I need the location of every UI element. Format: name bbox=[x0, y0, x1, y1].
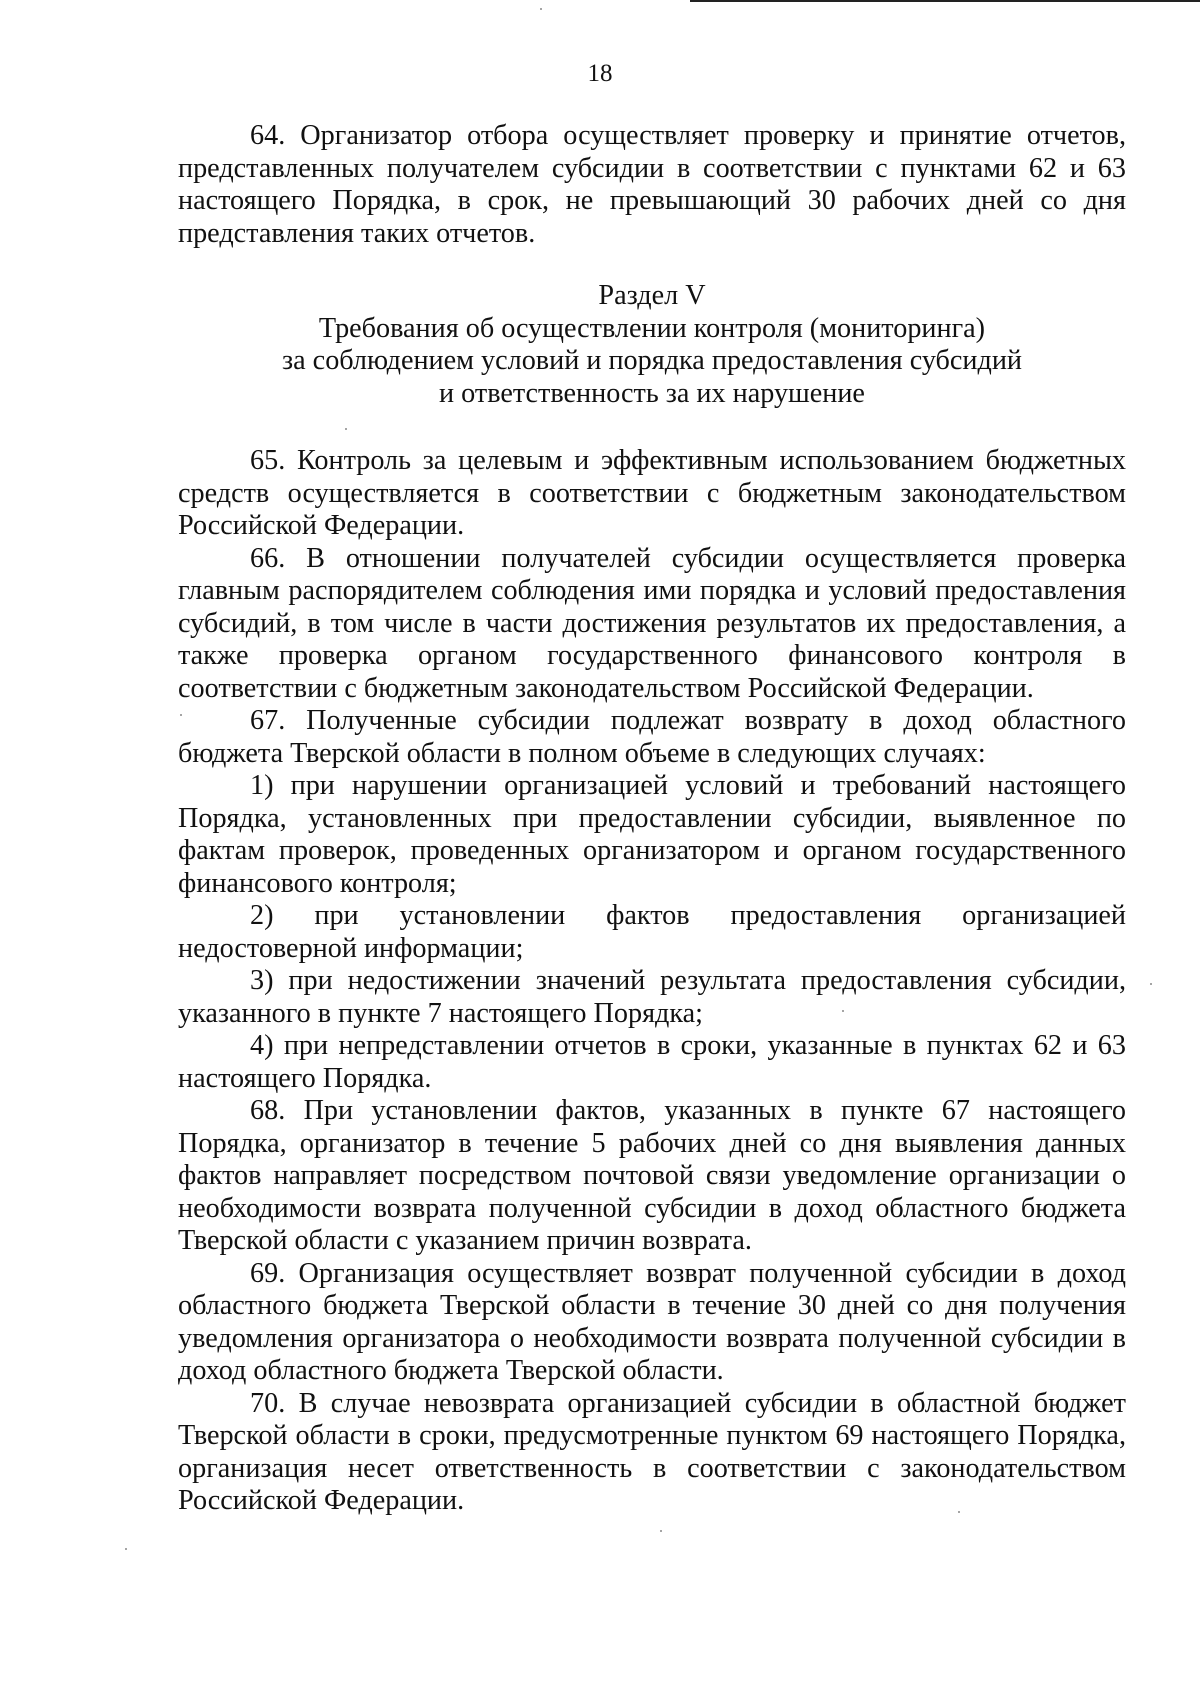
scan-speck bbox=[1150, 983, 1152, 985]
scan-speck bbox=[345, 428, 347, 430]
list-item-4: 4) при непредставлении отчетов в сроки, указанные в пунктах 62 и 63 настоящего Порядка. bbox=[178, 1030, 1126, 1094]
paragraph-70: 70. В случае невозврата организацией субсидии в областной бюджет Тверской области в сроки, предусмотренные пунктом 69 настоящего Порядка, организация несет ответственность в соответствии с законодательством Российской Федерации. bbox=[178, 1387, 1126, 1516]
paragraph-65: 65. Контроль за целевым и эффективным использованием бюджетных средств осуществляется в соответствии с бюджетным законодательством Российской Федерации. bbox=[178, 445, 1126, 541]
section-title-line: за соблюдением условий и порядка предоставления субсидий bbox=[281, 345, 1023, 376]
scan-speck bbox=[180, 714, 182, 716]
scan-speck bbox=[842, 1010, 844, 1012]
paragraph-64: 64. Организатор отбора осуществляет проверку и принятие отчетов, представленных получателем субсидии в соответствии с пунктами 62 и 63 настоящего Порядка, в срок, не превышающий 30 рабочих дней со дня представления таких отчетов. bbox=[178, 120, 1126, 249]
paragraphs-before-section bbox=[178, 120, 1126, 250]
list-item-2: 2) при установлении фактов предоставления организацией недостоверной информации; bbox=[178, 900, 1126, 964]
scan-speck bbox=[125, 1548, 127, 1550]
scan-top-edge bbox=[690, 0, 1200, 2]
section-body bbox=[178, 445, 1126, 1518]
scan-speck bbox=[660, 1530, 662, 1532]
paragraph-67: 67. Полученные субсидии подлежат возврату в доход областного бюджета Тверской области в полном объеме в следующих случаях: bbox=[178, 705, 1126, 769]
page-number: 18 bbox=[587, 60, 613, 87]
list-item-3: 3) при недостижении значений результата предоставления субсидии, указанного в пункте 7 настоящего Порядка; bbox=[178, 965, 1126, 1029]
section-number: Раздел V bbox=[598, 280, 706, 311]
section-heading bbox=[178, 280, 1126, 410]
paragraph-69: 69. Организация осуществляет возврат полученной субсидии в доход областного бюджета Тверской области в течение 30 дней со дня получения уведомления организатора о необходимости возврата полученной субсидии в доход областного бюджета Тверской области. bbox=[178, 1257, 1126, 1386]
scan-speck bbox=[958, 1511, 960, 1513]
section-title-line: Требования об осуществлении контроля (мониторинга) bbox=[318, 312, 986, 344]
list-item-1: 1) при нарушении организацией условий и требований настоящего Порядка, установленных при предоставлении субсидии, выявленное по фактам проверок, проведенных организатором и органом государственного финансового контроля; bbox=[178, 770, 1126, 899]
scan-speck bbox=[540, 8, 542, 10]
paragraph-68: 68. При установлении фактов, указанных в пункте 67 настоящего Порядка, организатор в течение 5 рабочих дней со дня выявления данных фактов направляет посредством почтовой связи уведомление организации о необходимости возврата полученной субсидии в доход областного бюджета Тверской области с указанием причин возврата. bbox=[178, 1095, 1126, 1256]
section-title-line: и ответственность за их нарушение bbox=[439, 377, 865, 409]
paragraph-66: 66. В отношении получателей субсидии осуществляется проверка главным распорядителем соблюдения ими порядка и условий предоставления субсидий, в том числе в части достижения результатов их предоставления, а также проверка органом государственного финансового контроля в соответствии с бюджетным законодательством Российской Федерации. bbox=[178, 542, 1126, 704]
